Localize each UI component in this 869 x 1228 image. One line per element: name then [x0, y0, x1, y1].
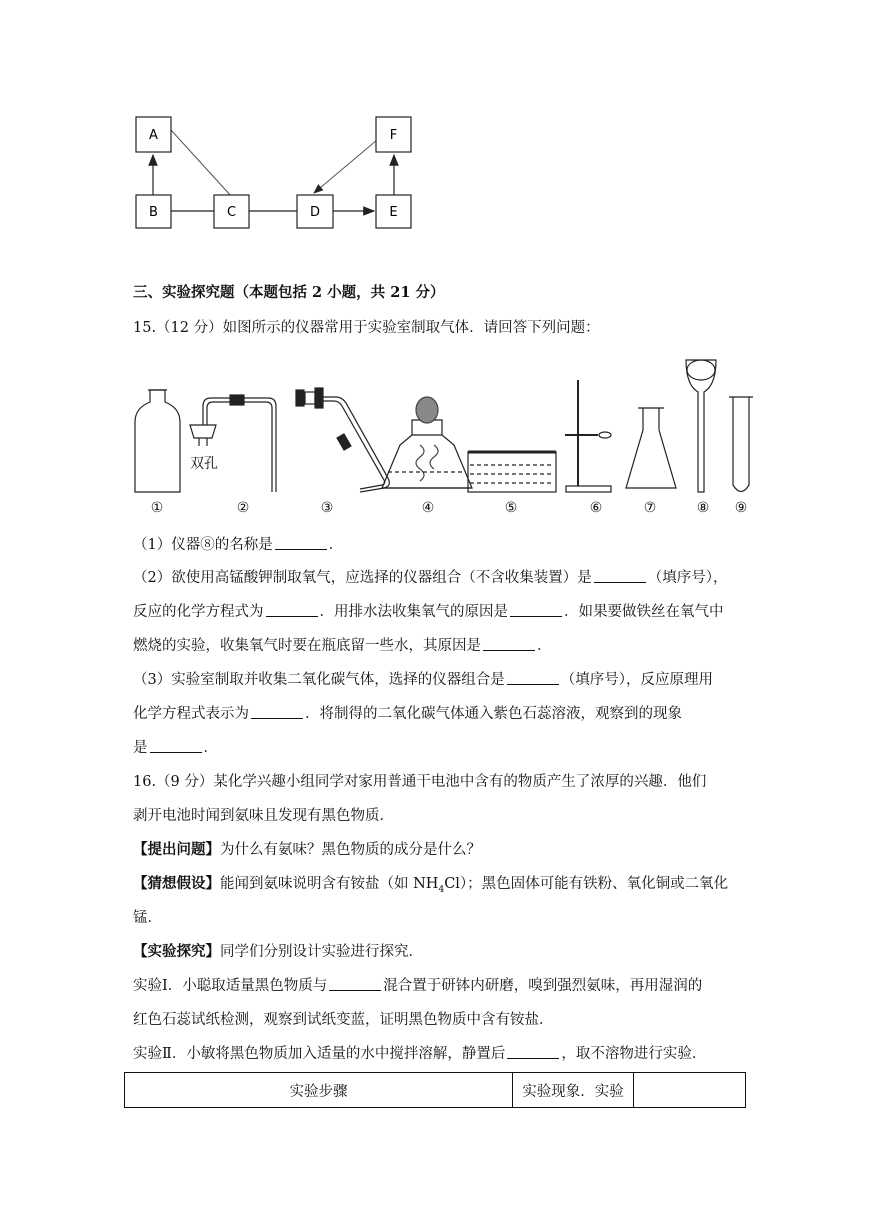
- connector-a-c: [171, 130, 232, 197]
- question-text: 为什么有氨味？黑色物质的成分是什么？: [220, 842, 481, 858]
- relation-diagram: [0, 0, 869, 260]
- hypothesis-subscript: 4: [438, 884, 445, 895]
- apparatus-number-8: ⑧: [696, 500, 710, 516]
- q15-part2-line3: [133, 636, 552, 656]
- connector-f-d: [314, 140, 377, 193]
- exploration-text: 同学们分别设计实验进行探究．: [220, 944, 423, 960]
- q15-part3-equation-text: 化学方程式表示为: [133, 706, 249, 722]
- q15-intro: 15.（12 分）如图所示的仪器常用于实验室制取气体．请回答下列问题：: [133, 320, 600, 336]
- q16-exp1-line2: 红色石蕊试纸检测，观察到试纸变蓝，证明黑色物质中含有铵盐．: [133, 1012, 554, 1028]
- table-header-phenomenon: 实验现象．实验: [513, 1073, 634, 1108]
- box-b: [136, 195, 171, 228]
- box-d: [297, 195, 333, 228]
- apparatus-number-5: ⑤: [504, 500, 518, 516]
- q15-part2-line1: [133, 568, 727, 588]
- q15-part3-line3: [133, 738, 218, 758]
- hypothesis-text: 能闻到氨味说明含有铵盐（如 NH: [220, 876, 439, 892]
- q15-part1-text: （1）仪器⑧的名称是: [133, 537, 273, 553]
- table-header-conclusion: [634, 1073, 746, 1108]
- q15-part2-equation-text: 反应的化学方程式为: [133, 604, 264, 620]
- q15-part3-text: （3）实验室制取并收集二氧化碳气体，选择的仪器组合是: [133, 672, 505, 688]
- conical-flask-icon: [626, 408, 676, 488]
- q15-part2-water-text: 燃烧的实验，收集氧气时要在瓶底留一些水，其原因是: [133, 638, 481, 654]
- exp1-text: 实验Ⅰ．小聪取适量黑色物质与: [133, 978, 328, 994]
- water-trough-icon: [468, 452, 556, 492]
- answer-blank[interactable]: [266, 602, 318, 617]
- box-c-label: C: [226, 205, 237, 220]
- q15-part3-line2: [133, 704, 682, 724]
- answer-blank[interactable]: [150, 738, 202, 753]
- answer-blank[interactable]: [251, 704, 303, 719]
- box-f-label: F: [389, 128, 398, 143]
- apparatus-number-2: ②: [236, 500, 250, 516]
- box-a-label: A: [149, 128, 158, 143]
- gas-bottle-icon: [135, 390, 180, 492]
- q15-part1: [133, 535, 343, 555]
- box-e: [376, 195, 411, 228]
- answer-blank[interactable]: [594, 568, 646, 583]
- box-d-label: D: [309, 205, 321, 220]
- q16-exploration: [133, 942, 423, 962]
- hypothesis-label: 【猜想假设】: [133, 875, 220, 892]
- q15-part2-reason-text: ．用排水法收集氧气的原因是: [319, 604, 508, 620]
- q16-exp1-line1: [133, 976, 702, 996]
- table-header-row: [125, 1073, 746, 1108]
- answer-blank[interactable]: [275, 535, 327, 550]
- q16-hypothesis-line1: [133, 874, 728, 900]
- answer-blank[interactable]: [507, 1044, 559, 1059]
- apparatus-number-7: ⑦: [643, 500, 657, 516]
- q15-part3-litmus-text: ．将制得的二氧化碳气体通入紫色石蕊溶液，观察到的现象: [305, 706, 682, 722]
- q15-part2-iron-text: ．如果要做铁丝在氧气中: [564, 604, 724, 620]
- apparatus-number-9: ⑨: [734, 500, 748, 516]
- q16-hypothesis-line2: 锰．: [133, 910, 162, 926]
- experiment-table: [124, 1072, 746, 1108]
- question-label: 【提出问题】: [133, 841, 220, 858]
- q16-exp2: [133, 1044, 706, 1064]
- bent-tube-icon: [203, 398, 276, 492]
- exploration-label: 【实验探究】: [133, 943, 220, 960]
- hypothesis-text-cont: Cl）；黑色固体可能有铁粉、氧化铜或二氧化: [444, 876, 729, 892]
- box-c: [214, 195, 249, 228]
- q15-part2-text: （2）欲使用高锰酸钾制取氧气，应选择的仪器组合（不含收集装置）是: [133, 570, 592, 586]
- exp1-text-cont: 混合置于研钵内研磨，嗅到强烈氨味，再用湿润的: [383, 978, 703, 994]
- apparatus-number-6: ⑥: [589, 500, 603, 516]
- q16-intro-line2: 剥开电池时闻到氨味且发现有黑色物质．: [133, 808, 394, 824]
- q16-question: [133, 840, 481, 860]
- answer-blank[interactable]: [507, 670, 559, 685]
- q15-part3-line1: [133, 670, 713, 690]
- box-e-label: E: [389, 205, 398, 220]
- q15-part2-hint: （填序号），: [647, 570, 728, 586]
- q15-part2-end: ．: [537, 638, 552, 654]
- answer-blank[interactable]: [483, 636, 535, 651]
- box-a: [136, 117, 171, 152]
- q15-part1-end: ．: [328, 537, 344, 553]
- apparatus-figure: [0, 350, 869, 520]
- delivery-tube-icon: [323, 397, 389, 492]
- stopper-label: 双孔: [190, 456, 218, 472]
- answer-blank[interactable]: [510, 602, 562, 617]
- apparatus-number-3: ③: [320, 500, 334, 516]
- rubber-stopper-icon: [296, 390, 304, 406]
- test-tube-icon: [733, 397, 749, 492]
- q16-intro-line1: 16.（9 分）某化学兴趣小组同学对家用普通干电池中含有的物质产生了浓厚的兴趣．他们: [133, 774, 707, 790]
- q15-part2-line2: [133, 602, 724, 622]
- q15-part3-end: ．: [203, 740, 218, 756]
- q15-part3-phenomenon-text: 是: [133, 740, 148, 756]
- exp2-text: 实验Ⅱ．小敏将黑色物质加入适量的水中搅拌溶解，静置后: [133, 1046, 506, 1062]
- answer-blank[interactable]: [329, 976, 381, 991]
- apparatus-number-1: ①: [150, 500, 164, 516]
- apparatus-number-4: ④: [421, 500, 435, 516]
- box-f: [376, 117, 411, 152]
- q15-part3-hint: （填序号），反应原理用: [560, 672, 713, 688]
- exp2-text-cont: ，取不溶物进行实验．: [561, 1046, 707, 1062]
- alcohol-lamp-icon: [382, 435, 472, 488]
- stopper-icon: [190, 425, 216, 438]
- box-b-label: B: [149, 205, 158, 220]
- table-header-steps: 实验步骤: [125, 1073, 513, 1108]
- section-title: 三、实验探究题（本题包括 2 小题，共 21 分）: [133, 284, 445, 301]
